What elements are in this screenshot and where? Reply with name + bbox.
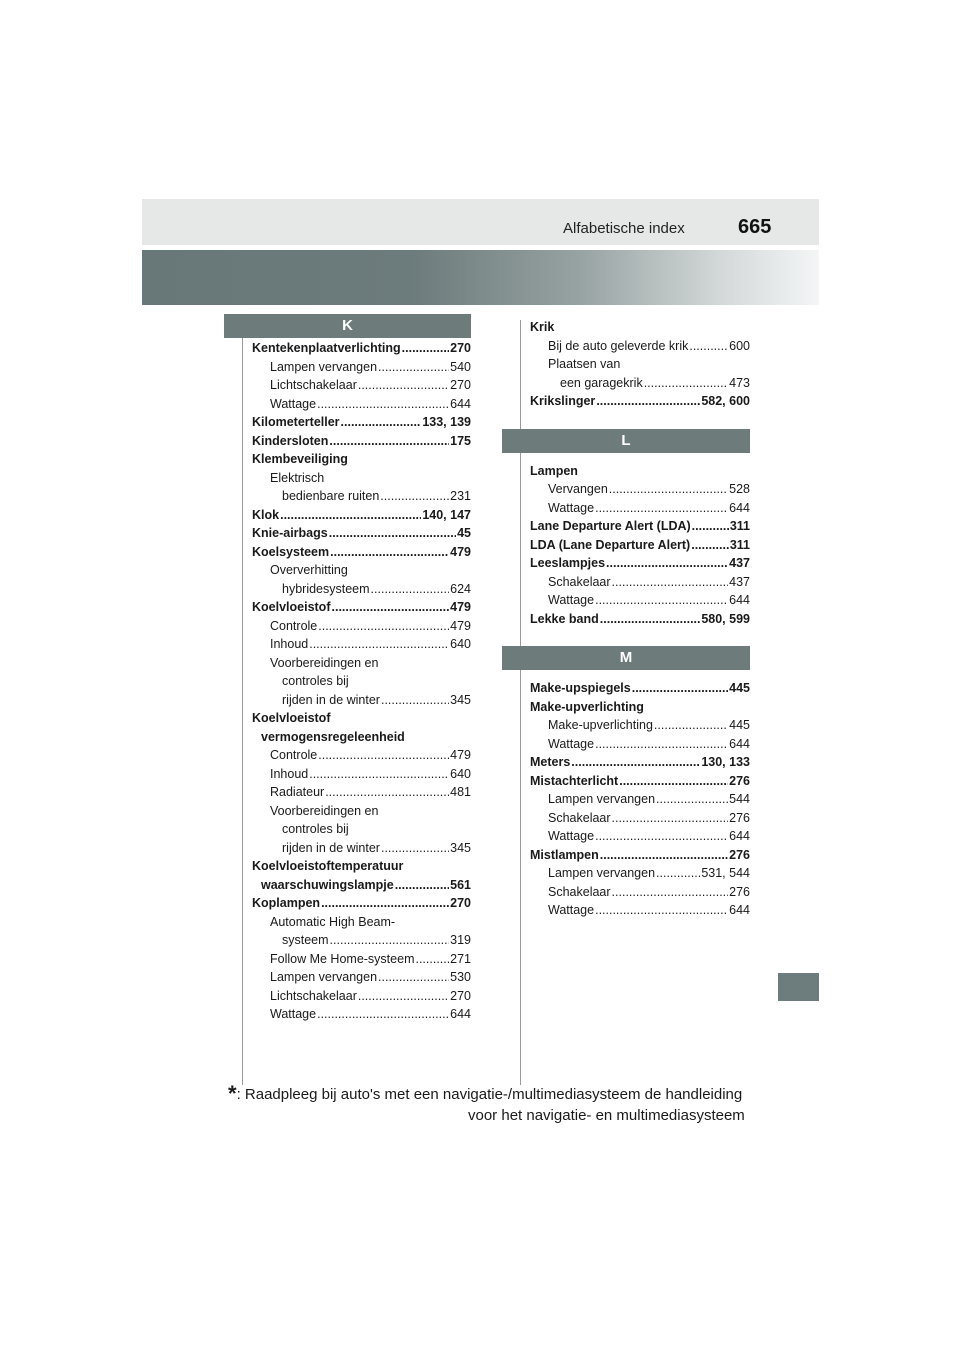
entry-page-number: 45 bbox=[457, 526, 471, 540]
dot-leader bbox=[619, 772, 728, 791]
index-entry bbox=[530, 536, 750, 555]
dot-leader bbox=[644, 374, 728, 393]
dot-leader bbox=[317, 1005, 449, 1024]
entry-label: Schakelaar bbox=[548, 574, 611, 589]
entry-label: Bij de auto geleverde krik bbox=[548, 338, 689, 353]
dot-leader bbox=[632, 679, 728, 698]
entry-page-number: 644 bbox=[729, 736, 750, 751]
index-entry bbox=[252, 635, 471, 654]
dot-leader bbox=[378, 968, 449, 987]
index-entry bbox=[252, 487, 471, 506]
entry-label: Controle bbox=[270, 748, 318, 762]
section-header-m: M bbox=[502, 646, 750, 670]
entry-page-number: 600 bbox=[729, 338, 750, 353]
entry-label: Koplampen bbox=[252, 896, 321, 910]
page-title: Alfabetische index bbox=[563, 220, 685, 237]
entry-label: Vervangen bbox=[548, 482, 608, 496]
index-entry bbox=[530, 517, 750, 536]
dot-leader bbox=[321, 894, 449, 913]
entry-page-number: 640 bbox=[450, 637, 471, 651]
entry-page-number: 644 bbox=[729, 829, 750, 843]
entry-page-number: 479 bbox=[450, 544, 471, 559]
dot-leader bbox=[600, 610, 701, 629]
index-entry: Klembeveiliging bbox=[252, 452, 348, 466]
dot-leader bbox=[325, 783, 449, 802]
entry-label: waarschuwingslampje bbox=[261, 877, 394, 892]
entry-page-number: 345 bbox=[450, 840, 471, 855]
entry-list bbox=[502, 462, 750, 629]
entry-label: Lampen vervangen bbox=[548, 866, 656, 880]
index-entry bbox=[252, 543, 471, 562]
dot-leader bbox=[309, 635, 449, 654]
index-entry bbox=[252, 376, 471, 395]
index-entry bbox=[530, 554, 750, 573]
dot-leader bbox=[318, 746, 449, 765]
index-entry: controles bij bbox=[282, 674, 349, 688]
dot-leader bbox=[280, 506, 421, 525]
footnote-line-2: voor het navigatie- en multimediasysteem bbox=[468, 1107, 745, 1124]
dot-leader bbox=[371, 580, 450, 599]
index-entry bbox=[252, 950, 471, 969]
dot-leader bbox=[609, 480, 728, 499]
dot-leader bbox=[654, 716, 728, 735]
index-entry bbox=[252, 894, 471, 913]
entry-label: Make-upverlichting bbox=[548, 718, 653, 732]
dot-leader bbox=[571, 753, 700, 772]
entry-page-number: 270 bbox=[450, 988, 471, 1003]
entry-label: Koelsysteem bbox=[252, 544, 330, 559]
entry-label: Koelvloeistof bbox=[252, 600, 331, 614]
dot-leader bbox=[415, 950, 449, 969]
index-entry bbox=[252, 413, 471, 432]
index-entry bbox=[252, 931, 471, 950]
index-entry bbox=[252, 1005, 471, 1024]
entry-label: Wattage bbox=[548, 903, 595, 917]
entry-page-number: 276 bbox=[729, 810, 750, 825]
entry-label: Wattage bbox=[548, 500, 595, 515]
entry-page-number: 644 bbox=[450, 396, 471, 411]
index-entry: Koelvloeistoftemperatuur bbox=[252, 859, 404, 873]
index-entry bbox=[530, 772, 750, 791]
index-column-right bbox=[502, 318, 750, 920]
entry-label: Lekke band bbox=[530, 611, 599, 626]
index-entry bbox=[252, 765, 471, 784]
entry-label: systeem bbox=[282, 933, 329, 947]
entry-label: Klok bbox=[252, 507, 280, 522]
footnote-star: * bbox=[228, 1081, 237, 1106]
dot-leader bbox=[341, 413, 422, 432]
entry-label: Wattage bbox=[270, 1007, 317, 1021]
dot-leader bbox=[358, 987, 449, 1006]
index-entry: Voorbereidingen en bbox=[270, 655, 379, 670]
entry-page-number: 640 bbox=[450, 766, 471, 781]
index-entry bbox=[530, 864, 750, 883]
dot-leader bbox=[380, 487, 449, 506]
index-entry: Automatic High Beam- bbox=[270, 914, 396, 929]
dot-leader bbox=[381, 691, 449, 710]
entry-label: Inhoud bbox=[270, 766, 309, 781]
dot-leader bbox=[612, 573, 729, 592]
index-entry bbox=[252, 395, 471, 414]
index-entry bbox=[252, 691, 471, 710]
section-header-l: L bbox=[502, 429, 750, 453]
entry-label: rijden in de winter bbox=[282, 692, 380, 707]
entry-label: een garagekrik bbox=[560, 375, 643, 390]
dot-leader bbox=[612, 809, 729, 828]
entry-label: Krikslinger bbox=[530, 394, 596, 408]
entry-page-number: 445 bbox=[729, 681, 750, 695]
dot-leader bbox=[402, 339, 449, 358]
entry-page-number: 644 bbox=[729, 593, 750, 607]
footnote-text: : Raadpleeg bij auto's met een navigatie-/multimediasysteem de handleiding bbox=[236, 1086, 743, 1103]
dot-leader bbox=[358, 376, 449, 395]
index-entry: Plaatsen van bbox=[548, 357, 621, 371]
dot-leader bbox=[595, 499, 728, 518]
index-entry bbox=[252, 987, 471, 1006]
dot-leader bbox=[691, 536, 729, 555]
entry-label: Lane Departure Alert (LDA) bbox=[530, 519, 691, 533]
entry-page-number: 624 bbox=[450, 581, 471, 596]
dot-leader bbox=[595, 591, 728, 610]
index-entry bbox=[252, 506, 471, 525]
index-entry bbox=[252, 968, 471, 987]
header-band bbox=[142, 199, 819, 245]
entry-page-number: 276 bbox=[729, 884, 750, 899]
entry-page-number: 540 bbox=[450, 359, 471, 374]
entry-label: Wattage bbox=[270, 396, 317, 411]
entry-label: Kentekenplaatverlichting bbox=[252, 341, 401, 355]
entry-list bbox=[502, 679, 750, 920]
dot-leader bbox=[317, 395, 449, 414]
entry-page-number: 231 bbox=[450, 489, 471, 503]
entry-page-number: 437 bbox=[729, 556, 750, 570]
footnote-line-1 bbox=[228, 1081, 742, 1107]
entry-label: Wattage bbox=[548, 829, 595, 843]
index-entry bbox=[530, 337, 750, 356]
index-entry bbox=[252, 783, 471, 802]
entry-label: Leeslampjes bbox=[530, 556, 606, 570]
index-entry bbox=[530, 573, 750, 592]
index-entry: Lampen bbox=[530, 463, 578, 478]
entry-list bbox=[224, 338, 471, 1024]
entry-page-number: 644 bbox=[450, 1007, 471, 1021]
dot-leader bbox=[689, 337, 728, 356]
entry-page-number: 311 bbox=[729, 519, 750, 533]
dot-leader bbox=[656, 790, 728, 809]
entry-label: Schakelaar bbox=[548, 810, 611, 825]
dot-leader bbox=[595, 827, 728, 846]
index-entry: controles bij bbox=[282, 822, 349, 836]
index-entry bbox=[530, 716, 750, 735]
entry-label: Controle bbox=[270, 618, 318, 633]
dot-leader bbox=[318, 617, 449, 636]
dot-leader bbox=[692, 517, 729, 536]
entry-label: Kindersloten bbox=[252, 433, 329, 448]
index-entry bbox=[530, 753, 750, 772]
entry-label: hybridesysteem bbox=[282, 581, 370, 596]
entry-page-number: 130, 133 bbox=[701, 755, 750, 769]
entry-label: Meters bbox=[530, 755, 571, 769]
index-entry bbox=[252, 746, 471, 765]
index-entry bbox=[530, 883, 750, 902]
entry-label: Kilometerteller bbox=[252, 415, 340, 429]
index-entry bbox=[252, 432, 471, 451]
dot-leader bbox=[600, 846, 728, 865]
entry-label: rijden in de winter bbox=[282, 840, 380, 855]
index-entry bbox=[252, 339, 471, 358]
entry-page-number: 133, 139 bbox=[422, 415, 471, 429]
entry-page-number: 271 bbox=[450, 951, 471, 966]
entry-page-number: 276 bbox=[729, 773, 750, 788]
entry-label: Schakelaar bbox=[548, 884, 611, 899]
index-entry bbox=[530, 735, 750, 754]
entry-label: Inhoud bbox=[270, 637, 309, 651]
dot-leader bbox=[378, 358, 449, 377]
index-entry bbox=[530, 392, 750, 411]
index-entry bbox=[252, 598, 471, 617]
index-entry bbox=[252, 358, 471, 377]
entry-page-number: 270 bbox=[450, 378, 471, 392]
dot-leader bbox=[330, 543, 449, 562]
entry-label: Mistlampen bbox=[530, 847, 599, 862]
index-entry bbox=[530, 591, 750, 610]
dot-leader bbox=[596, 392, 700, 411]
entry-label: Lichtschakelaar bbox=[270, 378, 357, 392]
dot-leader bbox=[330, 931, 450, 950]
entry-label: Lampen vervangen bbox=[548, 792, 656, 806]
entry-page-number: 311 bbox=[729, 537, 750, 552]
entry-page-number: 479 bbox=[450, 618, 471, 633]
index-entry bbox=[530, 901, 750, 920]
index-entry: Krik bbox=[530, 320, 555, 334]
entry-label: Wattage bbox=[548, 736, 595, 751]
index-entry bbox=[530, 610, 750, 629]
section-header-k: K bbox=[224, 314, 471, 338]
entry-label: Lampen vervangen bbox=[270, 970, 378, 984]
dot-leader bbox=[595, 901, 728, 920]
entry-page-number: 140, 147 bbox=[422, 507, 471, 522]
entry-page-number: 580, 599 bbox=[701, 611, 750, 626]
entry-page-number: 270 bbox=[450, 896, 471, 910]
entry-page-number: 445 bbox=[729, 718, 750, 732]
dot-leader bbox=[606, 554, 728, 573]
entry-label: LDA (Lane Departure Alert) bbox=[530, 537, 691, 552]
index-entry: Voorbereidingen en bbox=[270, 803, 379, 818]
entry-label: Make-upspiegels bbox=[530, 681, 631, 695]
dot-leader bbox=[329, 432, 449, 451]
entry-page-number: 437 bbox=[729, 574, 750, 589]
index-entry: Elektrisch bbox=[270, 470, 325, 485]
entry-label: bedienbare ruiten bbox=[282, 489, 380, 503]
entry-label: Lampen vervangen bbox=[270, 359, 378, 374]
index-entry: vermogensregeleenheid bbox=[261, 729, 405, 744]
page-number: 665 bbox=[738, 216, 772, 238]
dot-leader bbox=[332, 598, 450, 617]
entry-label: Follow Me Home-systeem bbox=[270, 951, 415, 966]
entry-list bbox=[502, 318, 750, 411]
index-entry bbox=[252, 580, 471, 599]
entry-page-number: 479 bbox=[450, 600, 471, 614]
entry-page-number: 644 bbox=[729, 500, 750, 515]
entry-page-number: 473 bbox=[729, 375, 750, 390]
entry-page-number: 345 bbox=[450, 692, 471, 707]
entry-page-number: 319 bbox=[450, 933, 471, 947]
index-entry: Make-upverlichting bbox=[530, 699, 644, 714]
index-entry bbox=[252, 617, 471, 636]
entry-page-number: 531, 544 bbox=[701, 866, 750, 880]
index-entry bbox=[530, 827, 750, 846]
index-entry bbox=[530, 679, 750, 698]
index-entry bbox=[530, 809, 750, 828]
index-entry bbox=[530, 480, 750, 499]
index-entry bbox=[530, 499, 750, 518]
entry-label: Wattage bbox=[548, 593, 595, 607]
entry-page-number: 479 bbox=[450, 748, 471, 762]
entry-page-number: 561 bbox=[450, 877, 471, 892]
index-entry: Oververhitting bbox=[270, 563, 348, 577]
entry-page-number: 481 bbox=[450, 785, 471, 799]
dot-leader bbox=[612, 883, 729, 902]
entry-page-number: 644 bbox=[729, 903, 750, 917]
dot-leader bbox=[381, 839, 449, 858]
dot-leader bbox=[395, 876, 449, 895]
chapter-tab bbox=[778, 973, 819, 1001]
index-entry bbox=[252, 524, 471, 543]
dot-leader bbox=[656, 864, 700, 883]
entry-page-number: 276 bbox=[729, 847, 750, 862]
entry-label: Lichtschakelaar bbox=[270, 988, 357, 1003]
index-entry bbox=[252, 876, 471, 895]
entry-label: Mistachterlicht bbox=[530, 773, 619, 788]
entry-page-number: 528 bbox=[729, 482, 750, 496]
index-entry bbox=[252, 839, 471, 858]
entry-label: Radiateur bbox=[270, 785, 325, 799]
index-entry: Koelvloeistof bbox=[252, 711, 331, 725]
entry-page-number: 175 bbox=[450, 433, 471, 448]
entry-page-number: 544 bbox=[729, 792, 750, 806]
index-entry bbox=[530, 790, 750, 809]
index-column-left bbox=[224, 314, 471, 1024]
dot-leader bbox=[595, 735, 728, 754]
entry-page-number: 270 bbox=[450, 341, 471, 355]
dot-leader bbox=[309, 765, 449, 784]
entry-page-number: 582, 600 bbox=[701, 394, 750, 408]
entry-label: Knie-airbags bbox=[252, 526, 328, 540]
dot-leader bbox=[329, 524, 456, 543]
entry-page-number: 530 bbox=[450, 970, 471, 984]
index-entry bbox=[530, 374, 750, 393]
decorative-banner bbox=[142, 250, 819, 305]
index-entry bbox=[530, 846, 750, 865]
